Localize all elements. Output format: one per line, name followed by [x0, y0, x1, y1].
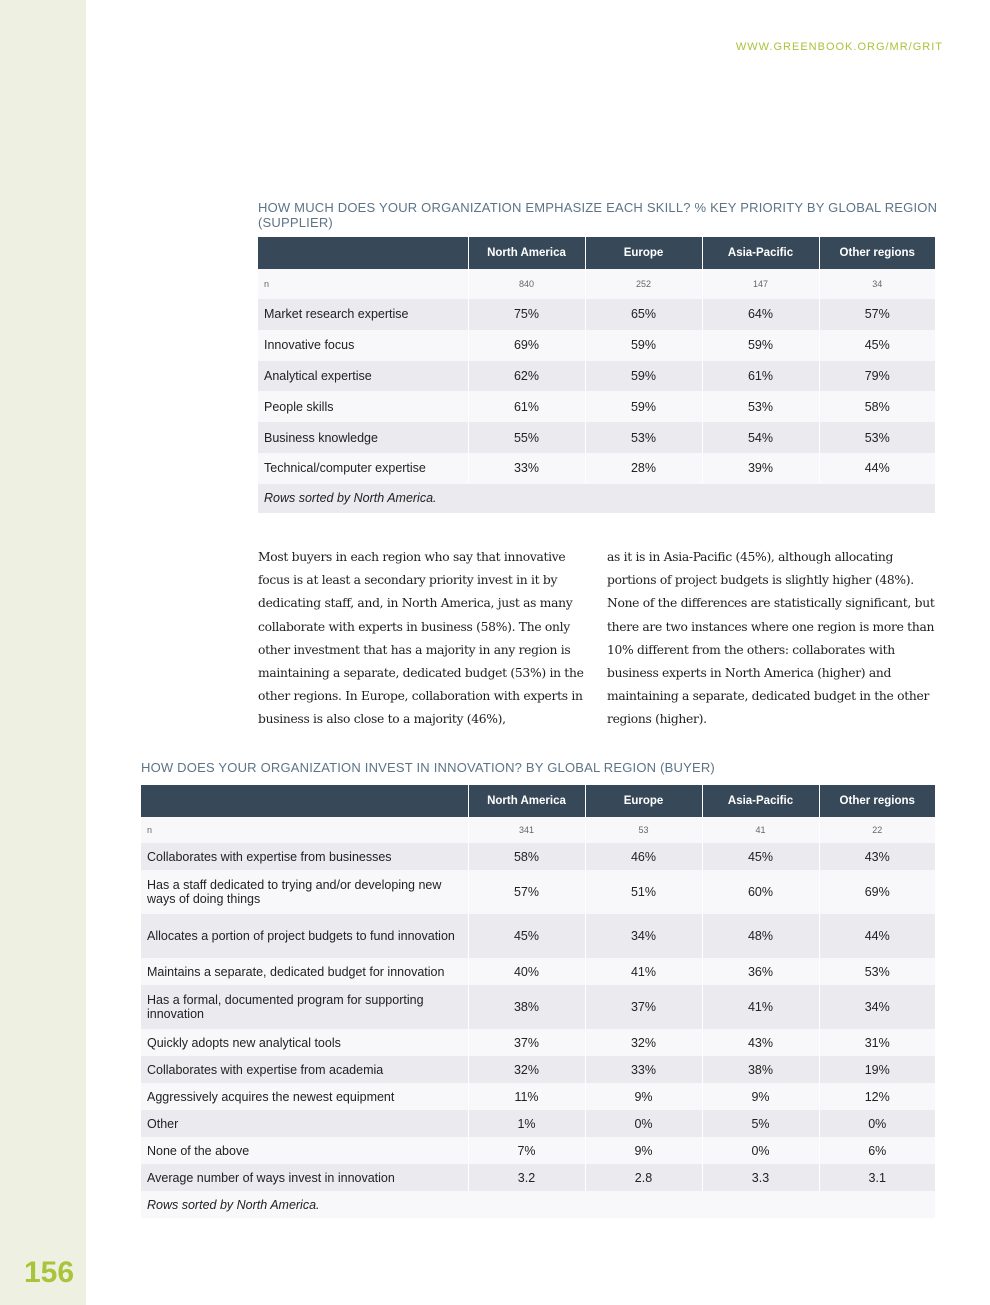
table-cell: 1% — [468, 1110, 585, 1137]
table-cell: 41% — [585, 958, 702, 985]
table-cell: 40% — [468, 958, 585, 985]
table-cell: 45% — [702, 843, 819, 870]
table-cell: 61% — [702, 361, 819, 392]
table-cell: 45% — [819, 330, 935, 361]
table-cell: 28% — [585, 453, 702, 484]
table-cell: 55% — [468, 422, 585, 453]
table-cell: 59% — [585, 330, 702, 361]
table-cell: 0% — [702, 1137, 819, 1164]
table-cell: 53% — [585, 422, 702, 453]
table-cell: 11% — [468, 1083, 585, 1110]
table-cell: 43% — [819, 843, 935, 870]
table-cell: 34% — [819, 985, 935, 1029]
table-cell: 59% — [702, 330, 819, 361]
column-header: Other regions — [819, 785, 935, 817]
row-label: Quickly adopts new analytical tools — [141, 1029, 468, 1056]
table-cell: 43% — [702, 1029, 819, 1056]
row-label: Collaborates with expertise from academia — [141, 1056, 468, 1083]
table-note: Rows sorted by North America. — [141, 1191, 935, 1218]
table-cell: 147 — [702, 269, 819, 299]
table-cell: 58% — [819, 391, 935, 422]
table-cell: 53 — [585, 817, 702, 843]
table-cell: 41 — [702, 817, 819, 843]
table-cell: 45% — [468, 914, 585, 958]
table-cell: 5% — [702, 1110, 819, 1137]
table-row — [258, 422, 935, 453]
row-label: Other — [141, 1110, 468, 1137]
table-row — [258, 453, 935, 484]
table-cell: 2.8 — [585, 1164, 702, 1191]
table-row — [141, 985, 935, 1029]
table-cell: 39% — [702, 453, 819, 484]
row-label: Collaborates with expertise from businesses — [141, 843, 468, 870]
table-cell: 34% — [585, 914, 702, 958]
table-cell: 0% — [819, 1110, 935, 1137]
table-cell: 64% — [702, 299, 819, 330]
table-cell: 3.2 — [468, 1164, 585, 1191]
table-cell: 37% — [585, 985, 702, 1029]
column-header — [141, 785, 468, 817]
table-cell: 69% — [468, 330, 585, 361]
table-cell: 38% — [702, 1056, 819, 1083]
column-header: North America — [468, 237, 585, 269]
table-cell: 61% — [468, 391, 585, 422]
table-cell: 59% — [585, 391, 702, 422]
body-text-column-2: as it is in Asia-Pacific (45%), although allocating portions of project budgets is slightly higher (48%). None of the differences are statistically significant, but there are two instances where one region is more than 10% different from the others: collaborates with business experts in North America (higher) and maintaining a separate, dedicated budget in the other regions (higher). — [607, 550, 935, 727]
table-row — [258, 299, 935, 330]
table-cell: 0% — [585, 1110, 702, 1137]
row-label: Has a staff dedicated to trying and/or developing new ways of doing things — [141, 870, 468, 914]
sample-size-row — [141, 817, 935, 843]
table-cell: 3.1 — [819, 1164, 935, 1191]
table-cell: 252 — [585, 269, 702, 299]
table-row — [258, 391, 935, 422]
table-cell: 57% — [468, 870, 585, 914]
row-label: Technical/computer expertise — [258, 453, 468, 484]
table-cell: 54% — [702, 422, 819, 453]
sample-size-row — [258, 269, 935, 299]
table-cell: 60% — [702, 870, 819, 914]
table-cell: 32% — [585, 1029, 702, 1056]
header-url[interactable]: WWW.GREENBOOK.ORG/MR/GRIT — [735, 41, 943, 53]
skills-table — [258, 237, 935, 513]
column-header: Asia-Pacific — [702, 785, 819, 817]
table-cell: 3.3 — [702, 1164, 819, 1191]
column-header: Europe — [585, 237, 702, 269]
table-cell: 9% — [702, 1083, 819, 1110]
table-cell: 59% — [585, 361, 702, 392]
body-text-column-1: Most buyers in each region who say that innovative focus is at least a secondary priority invest in it by dedicating staff, and, in North America, just as many collaborate with experts in business (58%). The only other investment that has a majority in any region is maintaining a separate, dedicated budget (53%) in the other regions. In Europe, collaboration with experts in business is also close to a majority (46%), — [258, 550, 584, 727]
table-cell: 53% — [702, 391, 819, 422]
innovation-table — [141, 785, 935, 1218]
column-header: Other regions — [819, 237, 935, 269]
row-label: People skills — [258, 391, 468, 422]
table-cell: 32% — [468, 1056, 585, 1083]
row-label: Maintains a separate, dedicated budget for innovation — [141, 958, 468, 985]
table-cell: 75% — [468, 299, 585, 330]
table-cell: 19% — [819, 1056, 935, 1083]
table-row — [141, 1110, 935, 1137]
table-cell: 34 — [819, 269, 935, 299]
table-header-row — [258, 237, 935, 269]
row-label: Has a formal, documented program for supporting innovation — [141, 985, 468, 1029]
table-row — [141, 843, 935, 870]
column-header: Europe — [585, 785, 702, 817]
column-header: Asia-Pacific — [702, 237, 819, 269]
table-cell: 9% — [585, 1083, 702, 1110]
table-row — [141, 1056, 935, 1083]
table-cell: 22 — [819, 817, 935, 843]
table-row — [141, 870, 935, 914]
column-header: North America — [468, 785, 585, 817]
row-label: n — [141, 817, 468, 843]
table-note: Rows sorted by North America. — [258, 484, 935, 513]
row-label: Innovative focus — [258, 330, 468, 361]
row-label: None of the above — [141, 1137, 468, 1164]
table-cell: 33% — [585, 1056, 702, 1083]
table-row — [141, 1029, 935, 1056]
table-row — [141, 1164, 935, 1191]
row-label: Allocates a portion of project budgets to fund innovation — [141, 914, 468, 958]
table-row — [141, 914, 935, 958]
table-cell: 33% — [468, 453, 585, 484]
table-cell: 57% — [819, 299, 935, 330]
row-label: Market research expertise — [258, 299, 468, 330]
row-label: Business knowledge — [258, 422, 468, 453]
table2-caption: HOW DOES YOUR ORGANIZATION INVEST IN INNOVATION? BY GLOBAL REGION (BUYER) — [141, 760, 715, 775]
table-note-row — [141, 1191, 935, 1218]
table-cell: 37% — [468, 1029, 585, 1056]
table-cell: 51% — [585, 870, 702, 914]
table-cell: 7% — [468, 1137, 585, 1164]
table-row — [141, 1137, 935, 1164]
sidebar-strip — [0, 0, 86, 1305]
table-cell: 9% — [585, 1137, 702, 1164]
table-note-row — [258, 484, 935, 513]
row-label: Aggressively acquires the newest equipment — [141, 1083, 468, 1110]
table-cell: 58% — [468, 843, 585, 870]
row-label: n — [258, 269, 468, 299]
table-cell: 36% — [702, 958, 819, 985]
table-cell: 840 — [468, 269, 585, 299]
column-header — [258, 237, 468, 269]
table-cell: 38% — [468, 985, 585, 1029]
table1-caption: HOW MUCH DOES YOUR ORGANIZATION EMPHASIZE EACH SKILL? % KEY PRIORITY BY GLOBAL REGION (SUPPLIER) — [258, 200, 938, 230]
row-label: Analytical expertise — [258, 361, 468, 392]
table-cell: 6% — [819, 1137, 935, 1164]
table-cell: 44% — [819, 914, 935, 958]
table-cell: 12% — [819, 1083, 935, 1110]
table-row — [141, 1083, 935, 1110]
table-cell: 62% — [468, 361, 585, 392]
table-row — [258, 330, 935, 361]
table-cell: 44% — [819, 453, 935, 484]
table-cell: 31% — [819, 1029, 935, 1056]
page-number: 156 — [24, 1256, 75, 1289]
table-header-row — [141, 785, 935, 817]
table-cell: 53% — [819, 958, 935, 985]
table-cell: 48% — [702, 914, 819, 958]
row-label: Average number of ways invest in innovation — [141, 1164, 468, 1191]
table-row — [258, 361, 935, 392]
table-cell: 69% — [819, 870, 935, 914]
table-row — [141, 958, 935, 985]
table-cell: 79% — [819, 361, 935, 392]
table-cell: 65% — [585, 299, 702, 330]
table-cell: 341 — [468, 817, 585, 843]
table-cell: 41% — [702, 985, 819, 1029]
table-cell: 53% — [819, 422, 935, 453]
table-cell: 46% — [585, 843, 702, 870]
